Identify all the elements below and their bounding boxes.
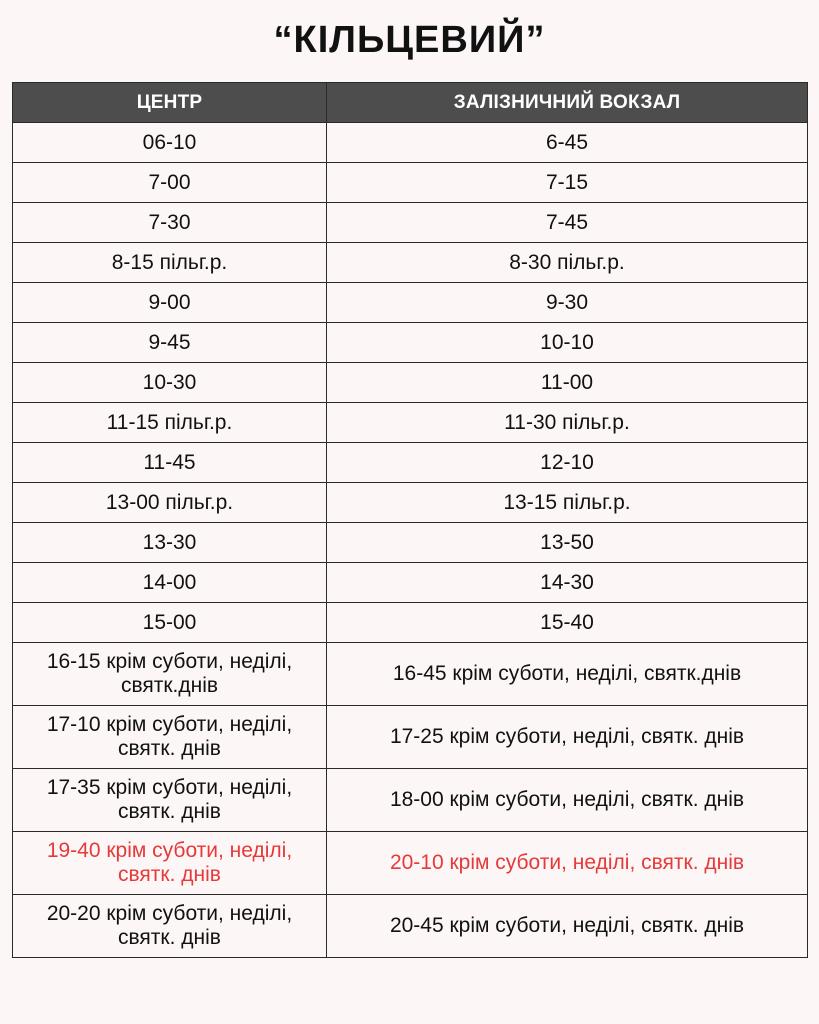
station-time: 11-00 <box>327 363 808 403</box>
table-row <box>13 323 808 363</box>
station-time: 12-10 <box>327 443 808 483</box>
header-railway-station: ЗАЛІЗНИЧНИЙ ВОКЗАЛ <box>327 83 808 123</box>
station-time: 8-30 пільг.р. <box>327 243 808 283</box>
center-time: 8-15 пільг.р. <box>13 243 327 283</box>
table-row <box>13 363 808 403</box>
table-row <box>13 203 808 243</box>
station-time: 14-30 <box>327 563 808 603</box>
station-time: 7-15 <box>327 163 808 203</box>
center-time: 13-00 пільг.р. <box>13 483 327 523</box>
table-header-row <box>13 83 808 123</box>
station-time: 20-10 крім суботи, неділі, святк. днів <box>327 832 808 895</box>
table-row <box>13 443 808 483</box>
center-time: 7-00 <box>13 163 327 203</box>
table-row <box>13 283 808 323</box>
center-time: 06-10 <box>13 123 327 163</box>
center-time: 17-10 крім суботи, неділі, святк. днів <box>13 706 327 769</box>
center-time: 16-15 крім суботи, неділі, святк.днів <box>13 643 327 706</box>
station-time: 17-25 крім суботи, неділі, святк. днів <box>327 706 808 769</box>
schedule-table <box>12 82 808 958</box>
table-row <box>13 643 808 706</box>
table-row-highlighted <box>13 832 808 895</box>
station-time: 9-30 <box>327 283 808 323</box>
center-time: 20-20 крім суботи, неділі, святк. днів <box>13 895 327 958</box>
station-time: 15-40 <box>327 603 808 643</box>
table-row <box>13 483 808 523</box>
center-time: 11-45 <box>13 443 327 483</box>
center-time: 9-45 <box>13 323 327 363</box>
station-time: 13-50 <box>327 523 808 563</box>
station-time: 18-00 крім суботи, неділі, святк. днів <box>327 769 808 832</box>
station-time: 20-45 крім суботи, неділі, святк. днів <box>327 895 808 958</box>
center-time: 10-30 <box>13 363 327 403</box>
center-time: 7-30 <box>13 203 327 243</box>
table-row <box>13 163 808 203</box>
center-time: 13-30 <box>13 523 327 563</box>
center-time: 19-40 крім суботи, неділі, святк. днів <box>13 832 327 895</box>
table-row <box>13 563 808 603</box>
station-time: 10-10 <box>327 323 808 363</box>
header-center: ЦЕНТР <box>13 83 327 123</box>
table-row <box>13 769 808 832</box>
station-time: 13-15 пільг.р. <box>327 483 808 523</box>
table-row <box>13 895 808 958</box>
station-time: 7-45 <box>327 203 808 243</box>
page-title: “КІЛЬЦЕВИЙ” <box>273 19 546 61</box>
table-row <box>13 523 808 563</box>
center-time: 14-00 <box>13 563 327 603</box>
station-time: 16-45 крім суботи, неділі, святк.днів <box>327 643 808 706</box>
center-time: 15-00 <box>13 603 327 643</box>
table-row <box>13 706 808 769</box>
center-time: 9-00 <box>13 283 327 323</box>
center-time: 17-35 крім суботи, неділі, святк. днів <box>13 769 327 832</box>
table-row <box>13 603 808 643</box>
table-row <box>13 243 808 283</box>
station-time: 11-30 пільг.р. <box>327 403 808 443</box>
table-row <box>13 403 808 443</box>
table-row <box>13 123 808 163</box>
center-time: 11-15 пільг.р. <box>13 403 327 443</box>
station-time: 6-45 <box>327 123 808 163</box>
